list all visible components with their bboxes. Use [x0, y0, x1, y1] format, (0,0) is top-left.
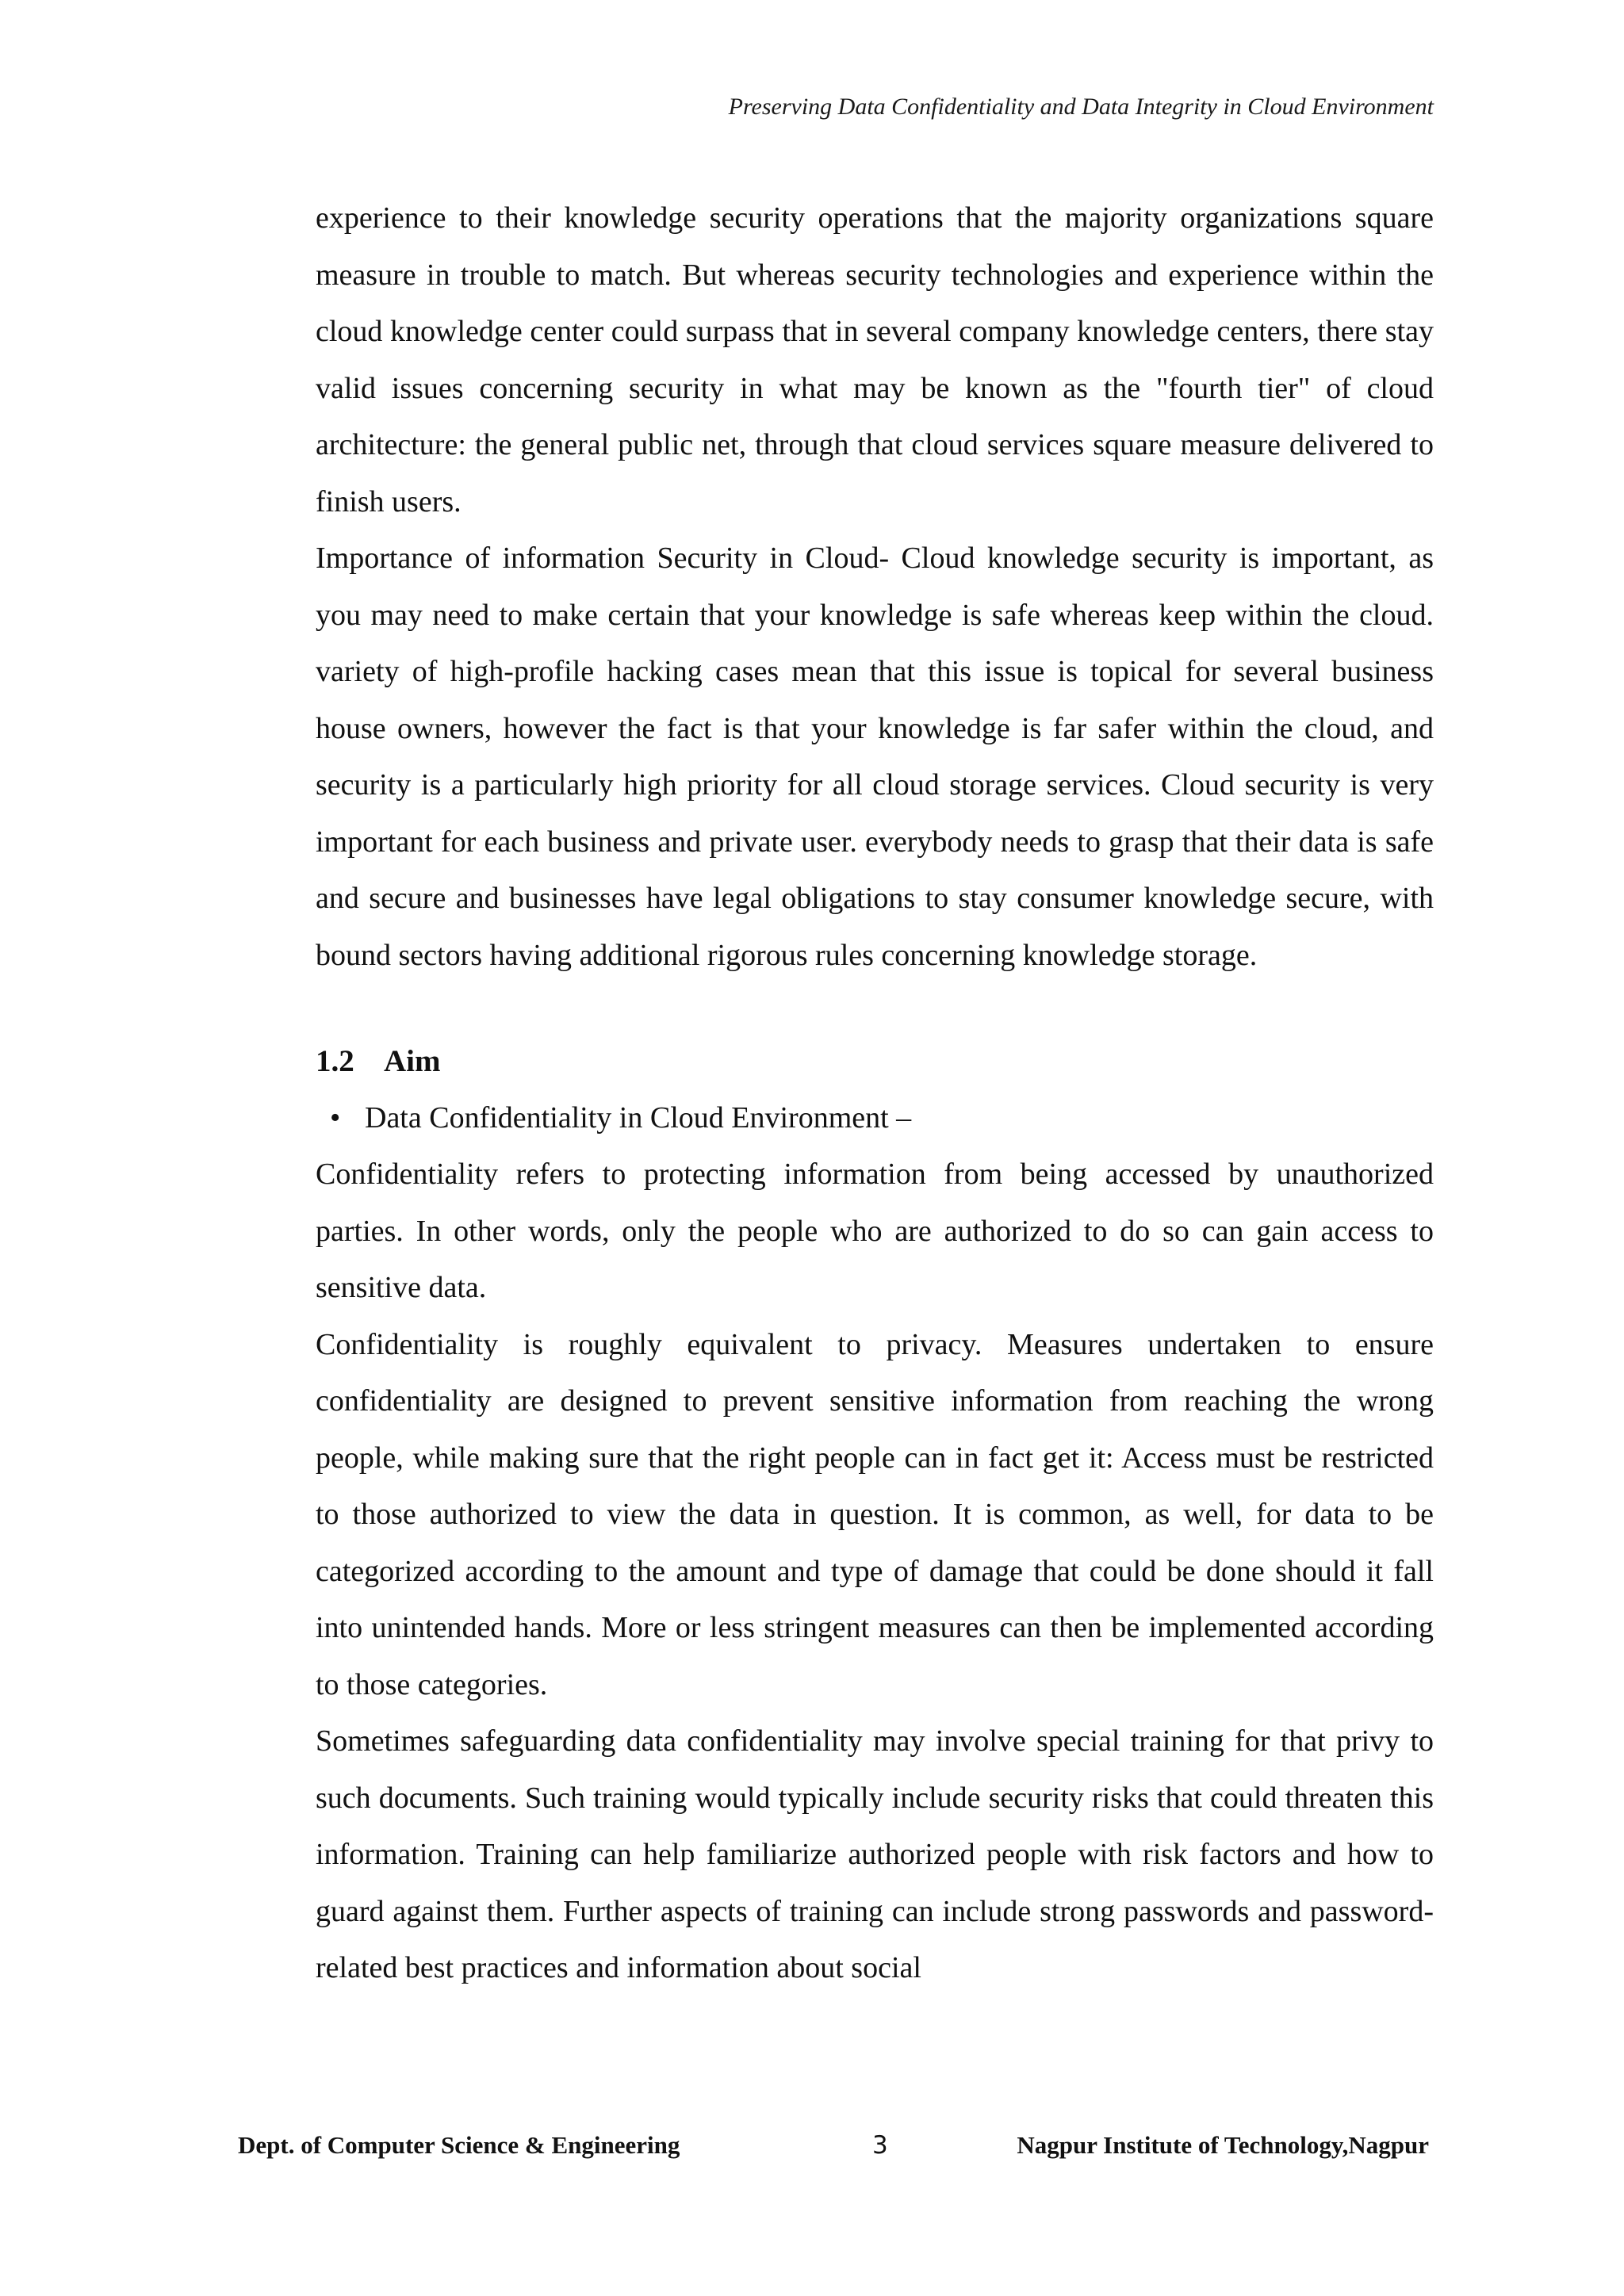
paragraph-confidentiality-training: Sometimes safeguarding data confidentiality may involve special training for that privy to such documents. Such training would typically include security risks that could threaten this information. Training can help familiarize authorized people with risk factors and how to guard against them. Further aspects of training can include strong passwords and password-related best practices and information about social [316, 1724, 1434, 1984]
running-header: Preserving Data Confidentiality and Data Integrity in Cloud Environment [728, 94, 1434, 120]
paragraph-confidentiality-privacy: Confidentiality is roughly equivalent to privacy. Measures undertaken to ensure confidentiality are designed to prevent sensitive information from reaching the wrong people, while making sure that the right people can in fact get it: Access must be restricted to those authorized to view the data in question. It is common, as well, for data to be categorized according to the amount and type of damage that could be done should it fall into unintended hands. More or less stringent measures can then be implemented according to those categories. [316, 1327, 1434, 1701]
bullet-text: Data Confidentiality in Cloud Environment – [365, 1100, 912, 1135]
page-number: 3 [872, 2131, 888, 2160]
paragraph-confidentiality-definition: Confidentiality refers to protecting information from being accessed by unauthorized parties. In other words, only the people who are authorized to do so can gain access to sensitive data. [316, 1158, 1434, 1304]
bullet-icon: • [330, 1100, 341, 1135]
bullet-item [316, 1090, 1434, 1147]
section-heading [316, 1033, 1434, 1090]
section-number: 1.2 [316, 1044, 354, 1078]
page-footer [0, 2131, 1624, 2171]
page-body [316, 190, 1434, 1997]
footer-institute: Nagpur Institute of Technology,Nagpur [1017, 2131, 1429, 2159]
paragraph-importance-of-security: Importance of information Security in Cloud- Cloud knowledge security is important, as you may need to make certain that your knowledge is safe whereas keep within the cloud. variety of high-profile hacking cases mean that this issue is topical for several business house owners, however the fact is that your knowledge is far safer within the cloud, and security is a particularly high priority for all cloud storage services. Cloud security is very important for each business and private user. everybody needs to grasp that their data is safe and secure and businesses have legal obligations to stay consumer knowledge secure, with bound sectors having additional rigorous rules concerning knowledge storage. [316, 541, 1434, 972]
footer-department: Dept. of Computer Science & Engineering [238, 2131, 680, 2159]
section-title: Aim [384, 1044, 441, 1078]
paragraph-cloud-security-experience: experience to their knowledge security operations that the majority organizations square measure in trouble to match. But whereas security technologies and experience within the cloud knowledge center could surpass that in several company knowledge centers, there stay valid issues concerning security in what may be known as the "fourth tier" of cloud architecture: the general public net, through that cloud services square measure delivered to finish users. [316, 201, 1434, 519]
